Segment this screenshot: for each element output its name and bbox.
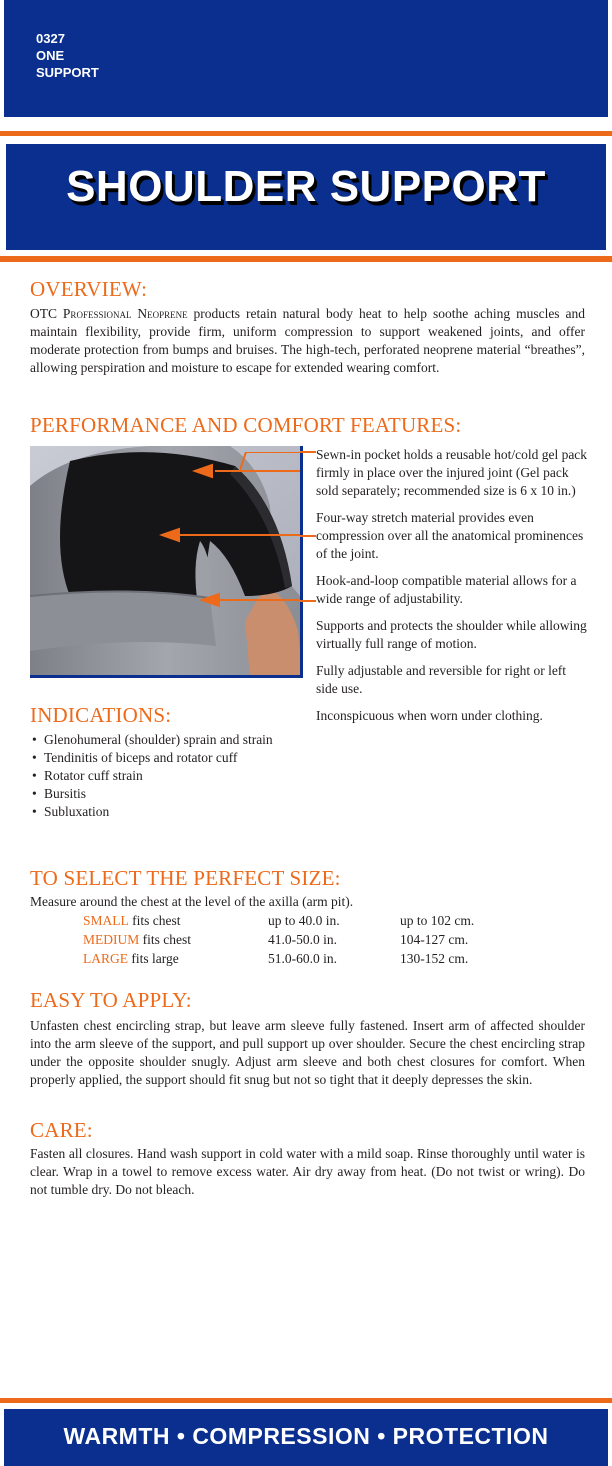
overview-text [30, 305, 585, 377]
sizing-heading: TO SELECT THE PERFECT SIZE: [30, 866, 341, 890]
apply-heading: EASY TO APPLY: [30, 988, 192, 1012]
indication-item: • Subluxation [32, 803, 292, 821]
feature-item: Four-way stretch material provides even compression over all the anatomical prominences of the joint. [316, 510, 584, 561]
product-code-line2: ONE [36, 48, 65, 63]
indication-item: • Tendinitis of biceps and rotator cuff [32, 749, 292, 767]
size-label [83, 930, 268, 949]
indication-item: • Glenohumeral (shoulder) sprain and strain [32, 731, 292, 749]
size-name: LARGE [83, 951, 128, 966]
size-cm: 104-127 cm. [400, 932, 469, 947]
features-heading: PERFORMANCE AND COMFORT FEATURES: [30, 413, 462, 437]
orange-divider-title [0, 256, 612, 262]
page-title: SHOULDER SUPPORT [66, 162, 546, 211]
overview-heading: OVERVIEW: [30, 277, 148, 301]
brand-name: OTC Professional Neoprene [30, 306, 188, 321]
footer-tagline: WARMTH • COMPRESSION • PROTECTION [63, 1423, 549, 1449]
size-cm: up to 102 cm. [400, 913, 475, 928]
size-inches: 41.0-50.0 in. [268, 932, 337, 947]
size-cm: 130-152 cm. [400, 951, 469, 966]
overview-body: products retain natural body heat to help soothe aching muscles and maintain flexibility, provide firm, uniform compression to support weakened joints, and offer moderate protection from bumps and bruises. The high-tech, perforated neoprene material “breathes”, allowing perspiration and moisture to escape for extended wearing comfort. [30, 306, 585, 375]
size-desc: fits large [128, 951, 179, 966]
size-name: MEDIUM [83, 932, 140, 947]
indication-item: • Rotator cuff strain [32, 767, 292, 785]
orange-divider-top [0, 131, 612, 136]
indications-list [32, 731, 292, 821]
features-list [316, 446, 588, 734]
size-row-medium [83, 930, 474, 949]
size-name: SMALL [83, 913, 129, 928]
indication-item: • Bursitis [32, 785, 292, 803]
size-desc: fits chest [128, 913, 181, 928]
orange-divider-bottom [0, 1398, 612, 1403]
size-table [83, 911, 474, 968]
care-text: Fasten all closures. Hand wash support in cold water with a mild soap. Rinse thoroughly until water is clear. Wrap in a towel to remove excess water. Air dry away from heat. (Do not twist or wring). Do not tumble dry. Do not bleach. [30, 1146, 585, 1197]
size-row-small [83, 911, 474, 930]
product-code [36, 30, 99, 81]
size-inches: up to 40.0 in. [268, 913, 340, 928]
shoulder-support-illustration [30, 446, 303, 678]
product-code-line3: SUPPORT [36, 65, 99, 80]
product-code-number: 0327 [36, 31, 65, 46]
size-desc: fits chest [139, 932, 191, 947]
indications-heading: INDICATIONS: [30, 703, 172, 727]
sizing-intro: Measure around the chest at the level of the axilla (arm pit). [30, 894, 354, 909]
size-row-large [83, 949, 474, 968]
shoulder-support-photo [30, 446, 303, 678]
feature-item: Hook-and-loop compatible material allows for a wide range of adjustability. [316, 573, 577, 606]
feature-item: Inconspicuous when worn under clothing. [316, 708, 543, 723]
size-inches: 51.0-60.0 in. [268, 951, 337, 966]
care-heading: CARE: [30, 1118, 93, 1142]
feature-item: Supports and protects the shoulder while allowing virtually full range of motion. [316, 618, 587, 651]
apply-text: Unfasten chest encircling strap, but leave arm sleeve fully fastened. Insert arm of affected shoulder into the arm sleeve of the support, and pull support up over shoulder. Secure the chest encircling strap under the opposite shoulder snugly. Adjust arm sleeve and both chest closures for comfort. When properly applied, the support should fit snug but not so tight that it deeply depresses the skin. [30, 1018, 585, 1087]
size-label [83, 911, 268, 930]
feature-item: Sewn-in pocket holds a reusable hot/cold gel pack firmly in place over the injured joint (Gel pack sold separately; recommended size is 6 x 10 in.) [316, 447, 588, 498]
feature-item: Fully adjustable and reversible for right or left side use. [316, 663, 567, 696]
size-label [83, 949, 268, 968]
callout-line-pocket [240, 452, 316, 472]
